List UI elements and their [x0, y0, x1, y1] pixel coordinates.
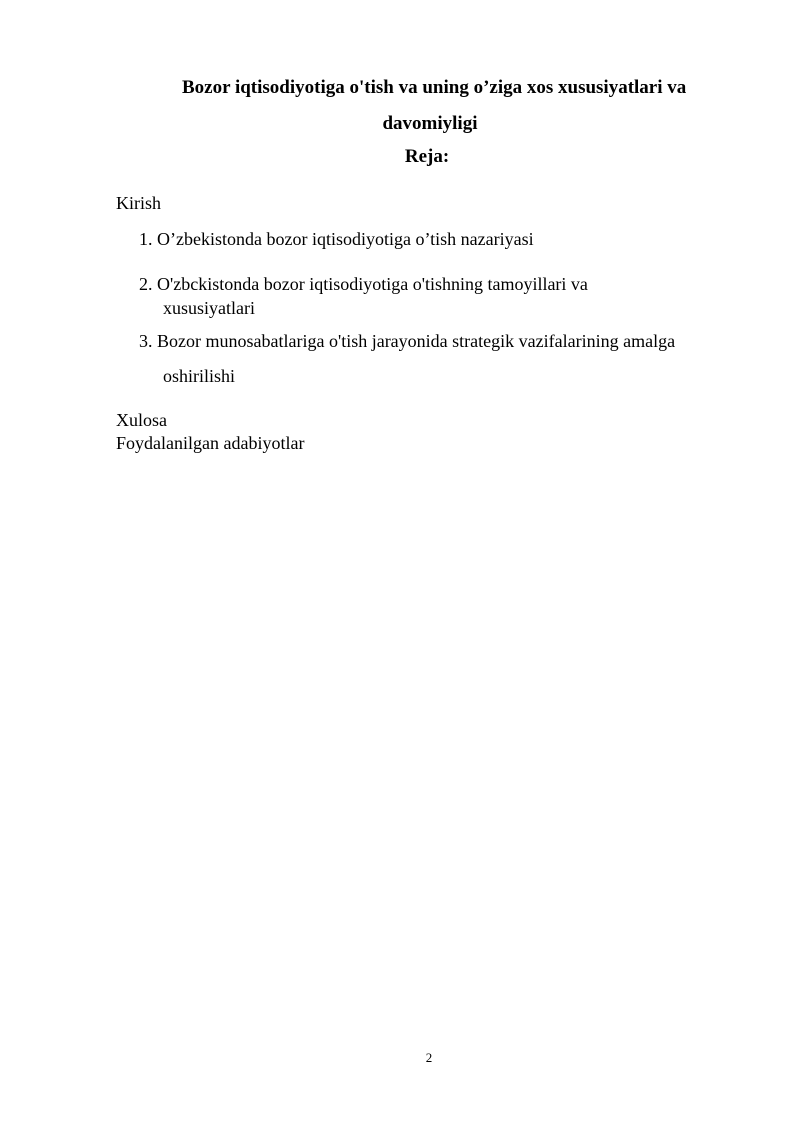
plan-item-2-line-2: xususiyatlari: [163, 298, 255, 318]
plan-heading: Reja:: [404, 146, 450, 167]
plan-item-2-line-1: 2. O'zbckistonda bozor iqtisodiyotiga o'tishning tamoyillari va: [139, 274, 588, 294]
plan-intro: Kirish: [116, 193, 161, 213]
plan-references: Foydalanilgan adabiyotlar: [116, 433, 305, 453]
document-title-line-2: davomiyligi: [382, 113, 478, 134]
plan-item-3-line-1: 3. Bozor munosabatlariga o'tish jarayonida strategik vazifalarining amalga: [139, 331, 676, 351]
plan-conclusion: Xulosa: [116, 410, 167, 430]
page-number: 2: [425, 1050, 433, 1065]
document-title-line-1: Bozor iqtisodiyotiga o'tish va uning o’ziga xos xususiyatlari va: [182, 77, 687, 98]
plan-item-1: 1. O’zbekistonda bozor iqtisodiyotiga o’tish nazariyasi: [139, 229, 534, 249]
plan-item-3-line-2: oshirilishi: [163, 366, 236, 386]
